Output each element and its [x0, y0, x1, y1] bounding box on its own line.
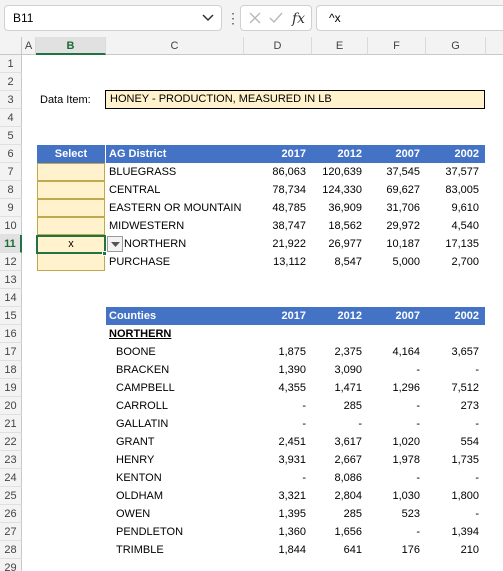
column-header-f[interactable]: F: [368, 37, 426, 55]
year-header: 2017: [281, 310, 306, 322]
county-name: HENRY: [116, 454, 155, 466]
county-value: 1,020: [392, 436, 420, 448]
county-value: 1,296: [392, 382, 420, 394]
district-value: 38,747: [272, 220, 306, 232]
county-value: 8,086: [334, 472, 362, 484]
select-cell[interactable]: [37, 253, 105, 271]
year-header: 2017: [281, 148, 306, 160]
data-item-label: Data Item:: [40, 94, 91, 106]
county-name: CAMPBELL: [116, 382, 175, 394]
county-value: 1,395: [278, 508, 306, 520]
select-header: [37, 145, 105, 163]
county-value: 7,512: [451, 382, 479, 394]
county-value: -: [416, 400, 420, 412]
select-cell[interactable]: [37, 199, 105, 217]
chevron-down-icon[interactable]: [201, 10, 215, 29]
district-value: 31,706: [386, 202, 420, 214]
county-name: OWEN: [116, 508, 151, 520]
row-header-27[interactable]: 27: [0, 523, 22, 541]
row-header-20[interactable]: 20: [0, 397, 22, 415]
district-name: PURCHASE: [109, 256, 171, 268]
select-all-corner[interactable]: [0, 37, 22, 55]
district-value: 48,785: [272, 202, 306, 214]
county-value: 176: [401, 544, 420, 556]
row-header-25[interactable]: 25: [0, 487, 22, 505]
district-header-band: [106, 145, 485, 163]
cancel-icon[interactable]: [247, 10, 263, 29]
district-value: 36,909: [328, 202, 362, 214]
row-header-2[interactable]: 2: [0, 73, 22, 91]
county-value: 210: [460, 544, 479, 556]
validation-dropdown-button[interactable]: [107, 236, 123, 252]
district-value: 83,005: [445, 184, 479, 196]
counties-header-band: [106, 307, 485, 325]
district-value: 10,187: [386, 238, 420, 250]
district-value: 37,577: [445, 166, 479, 178]
select-cell[interactable]: [37, 163, 105, 181]
county-value: -: [475, 508, 479, 520]
county-value: 3,617: [334, 436, 362, 448]
county-value: 1,735: [451, 454, 479, 466]
county-value: -: [416, 418, 420, 430]
county-name: OLDHAM: [116, 490, 164, 502]
svg-text:fx: fx: [292, 11, 306, 27]
formula-actions: [240, 5, 312, 31]
county-value: -: [358, 418, 362, 430]
county-value: 3,931: [278, 454, 306, 466]
row-header-8[interactable]: 8: [0, 181, 22, 199]
district-value: 13,112: [273, 256, 306, 268]
county-value: 4,355: [278, 382, 306, 394]
column-header-e[interactable]: E: [312, 37, 368, 55]
district-value: 2,700: [451, 256, 479, 268]
row-header-11[interactable]: 11: [0, 235, 22, 253]
formula-input[interactable]: [316, 5, 503, 31]
column-header-h[interactable]: [486, 37, 503, 55]
county-value: -: [475, 364, 479, 376]
row-header-21[interactable]: 21: [0, 415, 22, 433]
district-value: 8,547: [334, 256, 362, 268]
row-header-22[interactable]: 22: [0, 433, 22, 451]
row-header-18[interactable]: 18: [0, 361, 22, 379]
active-cell-b11[interactable]: x: [36, 235, 106, 254]
year-header: 2007: [395, 310, 420, 322]
county-value: 523: [401, 508, 420, 520]
district-value: 9,610: [451, 202, 479, 214]
county-name: TRIMBLE: [116, 544, 164, 556]
county-name: KENTON: [116, 472, 162, 484]
dropdown-arrow-icon: [111, 242, 120, 247]
more-options-icon[interactable]: ⋮: [226, 10, 240, 26]
district-value: 86,063: [272, 166, 306, 178]
row-header-10[interactable]: 10: [0, 217, 22, 235]
row-header-12[interactable]: 12: [0, 253, 22, 271]
district-value: 78,734: [272, 184, 306, 196]
district-value: 69,627: [386, 184, 420, 196]
row-header-29[interactable]: 29: [0, 559, 22, 571]
column-header-c[interactable]: C: [106, 37, 244, 55]
district-value: 5,000: [392, 256, 420, 268]
county-value: 273: [460, 400, 479, 412]
data-item-field[interactable]: HONEY - PRODUCTION, MEASURED IN LB: [105, 90, 485, 109]
county-value: 641: [343, 544, 362, 556]
district-value: 17,135: [445, 238, 479, 250]
county-value: -: [302, 400, 306, 412]
county-value: 2,804: [334, 490, 362, 502]
district-value: 120,639: [322, 166, 362, 178]
name-box[interactable]: [4, 5, 222, 31]
row-header-23[interactable]: 23: [0, 451, 22, 469]
column-header-g[interactable]: G: [426, 37, 486, 55]
district-value: 124,330: [322, 184, 362, 196]
county-value: 554: [460, 436, 479, 448]
insert-function-icon[interactable]: [291, 8, 309, 31]
name-box-value: B11: [13, 11, 34, 25]
row-header-14[interactable]: 14: [0, 289, 22, 307]
row-header-16[interactable]: 16: [0, 325, 22, 343]
ag-district-header: AG District: [109, 148, 167, 160]
county-value: -: [416, 364, 420, 376]
county-name: CARROLL: [116, 400, 168, 412]
county-value: 1,978: [392, 454, 420, 466]
row-header-1[interactable]: 1: [0, 55, 22, 73]
county-value: 2,375: [334, 346, 362, 358]
year-header: 2012: [337, 148, 362, 160]
counties-header: Counties: [109, 310, 157, 322]
column-header-b[interactable]: B: [36, 37, 106, 55]
county-name: GALLATIN: [116, 418, 169, 430]
district-name: NORTHERN: [124, 238, 187, 250]
county-value: -: [416, 472, 420, 484]
county-value: -: [475, 472, 479, 484]
select-header-label: Select: [54, 148, 88, 160]
row-header-15[interactable]: 15: [0, 307, 22, 325]
row-header-3[interactable]: 3: [0, 91, 22, 109]
county-value: 1,394: [451, 526, 479, 538]
row-header-13[interactable]: 13: [0, 271, 22, 289]
enter-check-icon[interactable]: [268, 10, 284, 29]
county-name: BRACKEN: [116, 364, 170, 376]
row-header-5[interactable]: 5: [0, 127, 22, 145]
county-name: PENDLETON: [116, 526, 184, 538]
year-header: 2012: [337, 310, 362, 322]
formula-bar: [0, 0, 503, 37]
county-value: 285: [343, 400, 362, 412]
row-header-19[interactable]: 19: [0, 379, 22, 397]
county-value: 1,030: [392, 490, 420, 502]
district-value: 37,545: [386, 166, 420, 178]
group-name: NORTHERN: [109, 328, 172, 340]
county-value: 1,800: [451, 490, 479, 502]
row-header-6[interactable]: 6: [0, 145, 22, 163]
county-value: -: [302, 418, 306, 430]
year-header: 2002: [454, 310, 479, 322]
row-header-9[interactable]: 9: [0, 199, 22, 217]
county-value: -: [302, 472, 306, 484]
district-value: 29,972: [386, 220, 420, 232]
district-value: 18,562: [328, 220, 362, 232]
district-name: BLUEGRASS: [109, 166, 177, 178]
year-header: 2002: [454, 148, 479, 160]
county-value: 3,321: [278, 490, 306, 502]
county-value: 4,164: [392, 346, 420, 358]
county-value: 3,090: [334, 364, 362, 376]
district-value: 21,922: [272, 238, 306, 250]
district-value: 4,540: [451, 220, 479, 232]
formula-text: ^x: [329, 11, 341, 25]
row-header-28[interactable]: 28: [0, 541, 22, 559]
row-header-7[interactable]: 7: [0, 163, 22, 181]
county-value: 2,667: [334, 454, 362, 466]
year-header: 2007: [395, 148, 420, 160]
county-value: 1,844: [278, 544, 306, 556]
county-value: 285: [343, 508, 362, 520]
select-cell[interactable]: [37, 181, 105, 199]
district-name: CENTRAL: [109, 184, 161, 196]
county-value: 1,875: [278, 346, 306, 358]
county-value: 1,390: [278, 364, 306, 376]
county-value: -: [416, 526, 420, 538]
county-name: BOONE: [116, 346, 156, 358]
county-value: 1,360: [278, 526, 306, 538]
district-name: EASTERN OR MOUNTAIN: [109, 202, 242, 214]
district-name: MIDWESTERN: [109, 220, 185, 232]
county-value: 3,657: [451, 346, 479, 358]
column-header-d[interactable]: D: [244, 37, 312, 55]
row-header-26[interactable]: 26: [0, 505, 22, 523]
county-value: 1,656: [334, 526, 362, 538]
select-cell[interactable]: [37, 217, 105, 235]
county-name: GRANT: [116, 436, 155, 448]
row-header-17[interactable]: 17: [0, 343, 22, 361]
row-header-4[interactable]: 4: [0, 109, 22, 127]
county-value: 1,471: [334, 382, 362, 394]
county-value: -: [475, 418, 479, 430]
row-header-24[interactable]: 24: [0, 469, 22, 487]
column-header-a[interactable]: A: [22, 37, 36, 55]
district-value: 26,977: [328, 238, 362, 250]
county-value: 2,451: [278, 436, 306, 448]
